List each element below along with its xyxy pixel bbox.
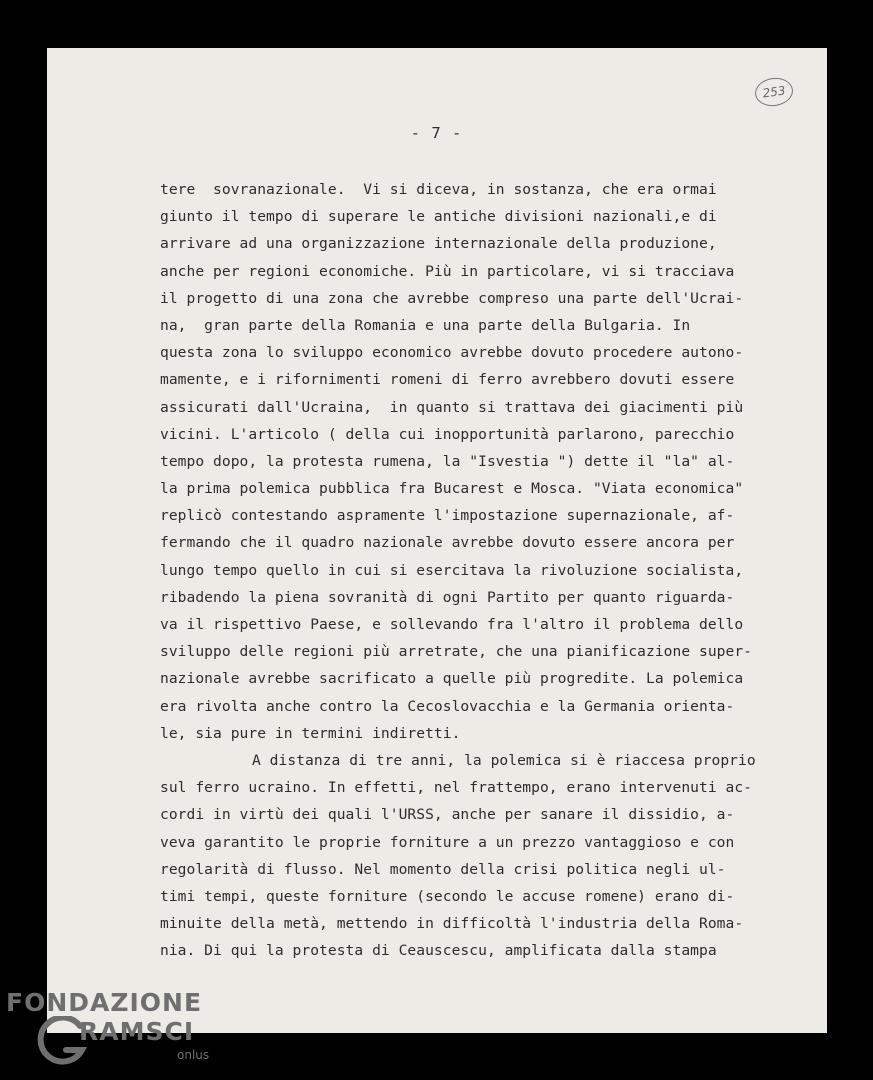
watermark-sub: onlus — [177, 1048, 210, 1062]
fondazione-gramsci-watermark — [6, 986, 226, 1076]
text-line: na, gran parte della Romania e una parte della Bulgaria. In — [160, 316, 691, 334]
text-line-paragraph-start: A distanza di tre anni, la polemica si è riaccesa proprio — [252, 751, 756, 769]
text-line: ribadendo la piena sovranità di ogni Partito per quanto riguarda- — [160, 588, 735, 606]
text-line: arrivare ad una organizzazione internazionale della produzione, — [160, 235, 717, 253]
text-line: veva garantito le proprie forniture a un prezzo vantaggioso e con — [160, 833, 735, 851]
text-line: sul ferro ucraino. In effetti, nel frattempo, erano intervenuti ac- — [160, 779, 753, 797]
text-line: regolarità di flusso. Nel momento della crisi politica negli ul- — [160, 860, 726, 878]
text-line: nia. Di qui la protesta di Ceauscescu, amplificata dalla stampa — [160, 942, 717, 960]
page-number: - 7 - — [410, 124, 463, 142]
text-line: anche per regioni economiche. Più in particolare, vi si tracciava — [160, 262, 735, 280]
text-line: il progetto di una zona che avrebbe compreso una parte dell'Ucrai- — [160, 289, 744, 307]
text-line: questa zona lo sviluppo economico avrebbe dovuto procedere autono- — [160, 344, 744, 362]
text-line: replicò contestando aspramente l'impostazione supernazionale, af- — [160, 507, 735, 525]
text-line: mamente, e i rifornimenti romeni di ferro avrebbero dovuti essere — [160, 371, 735, 389]
text-line: fermando che il quadro nazionale avrebbe dovuto essere ancora per — [160, 534, 735, 552]
text-line: nazionale avrebbe sacrificato a quelle più progredite. La polemica — [160, 670, 744, 688]
text-line: minuite della metà, mettendo in difficoltà l'industria della Roma- — [160, 915, 744, 933]
text-line: la prima polemica pubblica fra Bucarest e Mosca. "Viata economica" — [160, 480, 744, 498]
text-line: tere sovranazionale. Vi si diceva, in sostanza, che era ormai — [160, 181, 717, 198]
text-line: era rivolta anche contro la Cecoslovacchia e la Germania orienta- — [160, 697, 735, 715]
text-line: giunto il tempo di superare le antiche divisioni nazionali,e di — [160, 208, 717, 226]
watermark-line1: FONDAZIONE — [6, 988, 203, 1017]
text-line: assicurati dall'Ucraina, in quanto si trattava dei giacimenti più — [160, 398, 744, 416]
text-line: tempo dopo, la protesta rumena, la "Isvestia ") dette il "la" al- — [160, 452, 735, 470]
watermark-line2: RAMSCI — [79, 1017, 195, 1046]
text-line: sviluppo delle regioni più arretrate, che una pianificazione super- — [160, 643, 753, 661]
text-line: cordi in virtù dei quali l'URSS, anche per sanare il dissidio, a- — [160, 806, 735, 824]
typewritten-body — [160, 176, 800, 964]
archive-number-stamp: 253 — [753, 75, 795, 108]
text-line: lungo tempo quello in cui si esercitava la rivoluzione socialista, — [160, 561, 744, 579]
text-line: vicini. L'articolo ( della cui inopportunità parlarono, parecchio — [160, 425, 735, 443]
text-line: va il rispettivo Paese, e sollevando fra l'altro il problema dello — [160, 616, 744, 633]
text-line: le, sia pure in termini indiretti. — [160, 724, 461, 742]
text-line: timi tempi, queste forniture (secondo le accuse romene) erano di- — [160, 887, 735, 905]
